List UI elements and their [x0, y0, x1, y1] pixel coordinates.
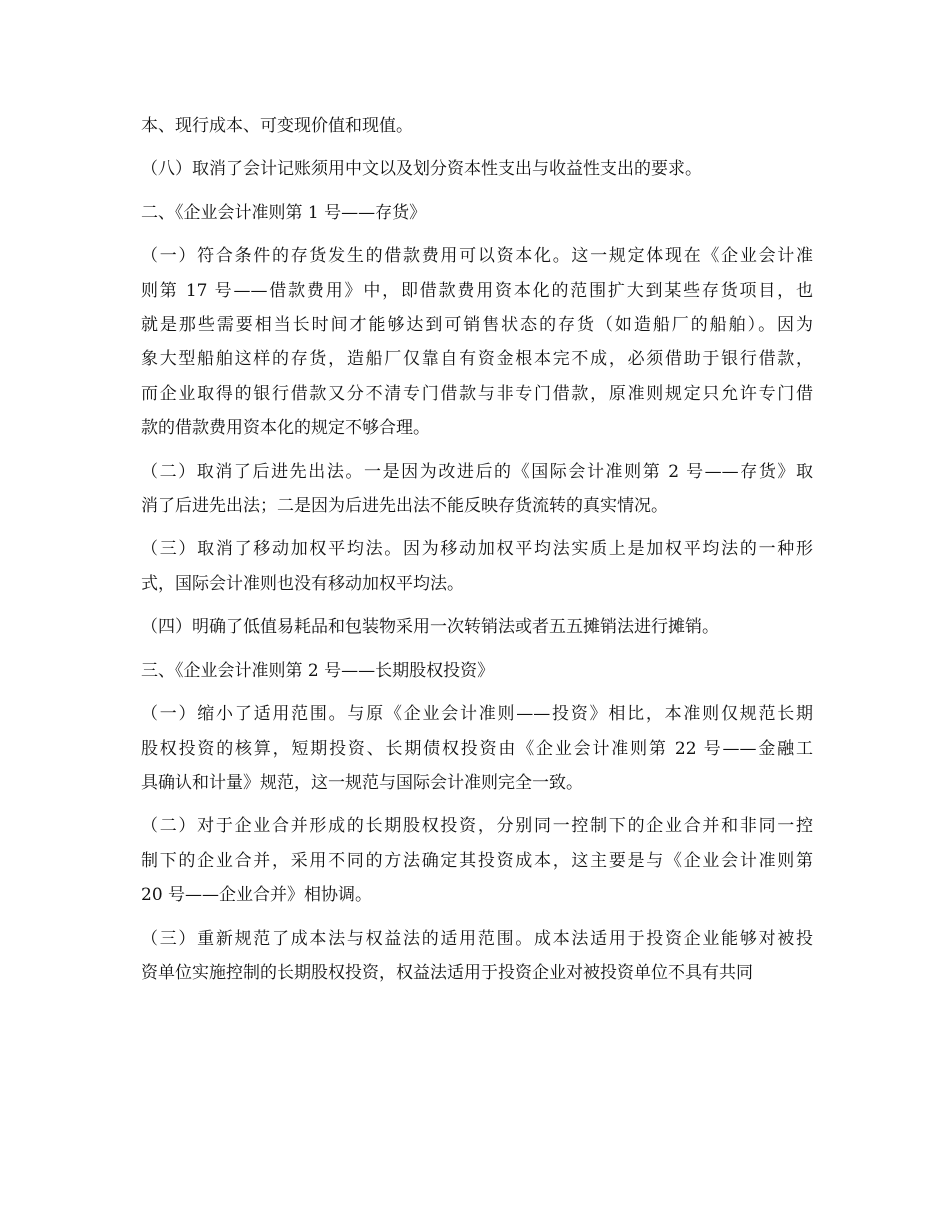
paragraph [141, 922, 813, 991]
paragraph [141, 196, 813, 230]
paragraph [141, 654, 813, 688]
text-line: 就是那些需要相当长时间才能够达到可销售状态的存货（如造船厂的船舶）。因为 [141, 315, 813, 336]
text-line: （二）取消了后进先出法。一是因为改进后的《国际会计准则第 2 号——存货》取 [141, 461, 813, 482]
text-line: 本、现行成本、可变现价值和现值。 [141, 116, 413, 136]
text-line: 消了后进先出法；二是因为后进先出法不能反映存货流转的真实情况。 [141, 496, 668, 517]
paragraph [141, 697, 813, 800]
text-line: （三）取消了移动加权平均法。因为移动加权平均法实质上是加权平均法的一种形 [141, 539, 813, 560]
paragraph [141, 109, 813, 143]
text-line: 股权投资的核算，短期投资、长期债权投资由《企业会计准则第 22 号——金融工 [141, 738, 813, 759]
text-line: 资单位实施控制的长期股权投资，权益法适用于投资企业对被投资单位不具有共同 [141, 962, 753, 983]
text-line: 式，国际会计准则也没有移动加权平均法。 [141, 573, 464, 594]
paragraph [141, 809, 813, 912]
text-line: （一）缩小了适用范围。与原《企业会计准则——投资》相比，本准则仅规范长期 [141, 704, 813, 725]
text-line: （三）重新规范了成本法与权益法的适用范围。成本法适用于投资企业能够对被投 [141, 928, 813, 949]
text-line: 三、《企业会计准则第 2 号——长期股权投资》 [141, 660, 495, 681]
paragraph [141, 152, 813, 186]
text-line: 象大型船舶这样的存货，造船厂仅靠自有资金根本完不成，必须借助于银行借款， [141, 349, 813, 370]
text-line: （八）取消了会计记账须用中文以及划分资本性支出与收益性支出的要求。 [141, 159, 702, 180]
text-line: 则第 17 号——借款费用》中，即借款费用资本化的范围扩大到某些存货项目，也 [141, 280, 813, 301]
text-line: （一）符合条件的存货发生的借款费用可以资本化。这一规定体现在《企业会计准 [141, 246, 813, 267]
document-body [141, 109, 813, 999]
text-line: 二、《企业会计准则第 1 号——存货》 [141, 202, 427, 223]
paragraph [141, 239, 813, 445]
text-line: 款的借款费用资本化的规定不够合理。 [141, 418, 430, 439]
paragraph [141, 532, 813, 601]
text-line: 而企业取得的银行借款又分不清专门借款与非专门借款，原准则规定只允许专门借 [141, 383, 813, 404]
paragraph [141, 610, 813, 644]
text-line: （二）对于企业合并形成的长期股权投资，分别同一控制下的企业合并和非同一控 [141, 816, 813, 837]
text-line: 具确认和计量》规范，这一规范与国际会计准则完全一致。 [141, 772, 583, 793]
paragraph [141, 455, 813, 524]
text-line: 20 号——企业合并》相协调。 [141, 885, 373, 906]
text-line: （四）明确了低值易耗品和包装物采用一次转销法或者五五摊销法进行摊销。 [141, 617, 719, 638]
text-line: 制下的企业合并，采用不同的方法确定其投资成本，这主要是与《企业会计准则第 [141, 850, 813, 871]
